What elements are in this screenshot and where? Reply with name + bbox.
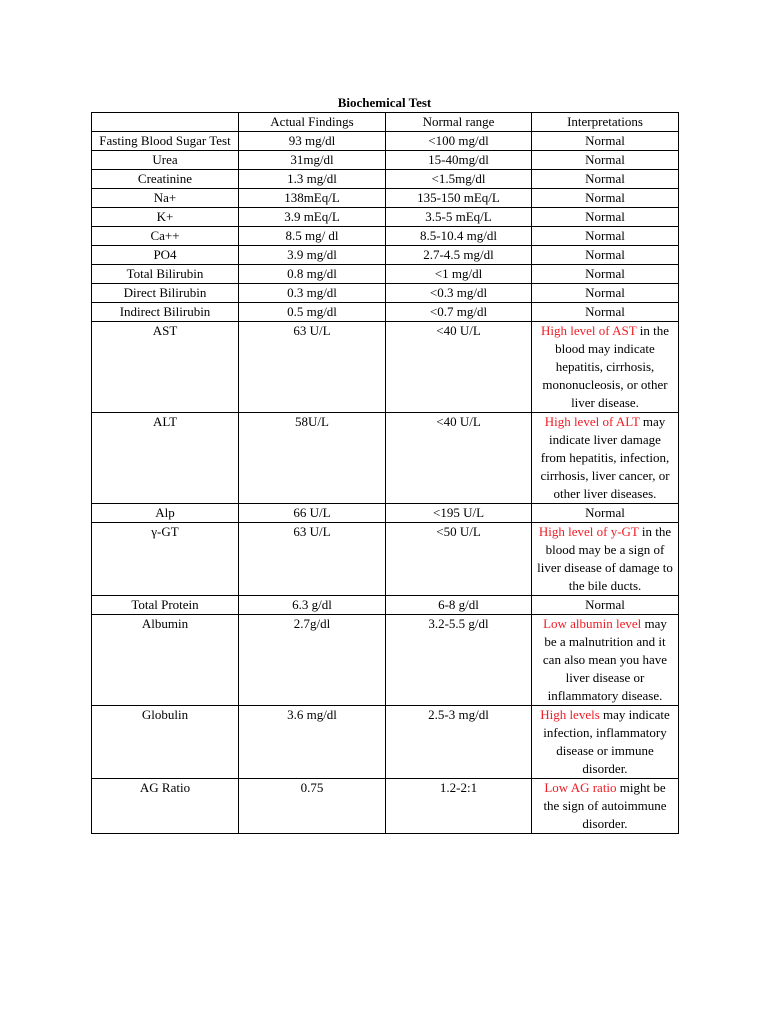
- normal-range-cell: <100 mg/dl: [386, 132, 532, 151]
- interpretation-cell: [532, 265, 679, 284]
- table-row: [92, 504, 679, 523]
- actual-finding-cell: 3.9 mEq/L: [239, 208, 386, 227]
- interpretation-cell: [532, 284, 679, 303]
- header-test: [92, 113, 239, 132]
- interpretation-cell: [532, 779, 679, 834]
- test-name-cell: K+: [92, 208, 239, 227]
- table-header-row: [92, 113, 679, 132]
- actual-finding-cell: 0.5 mg/dl: [239, 303, 386, 322]
- interpretation-text: Normal: [585, 266, 625, 281]
- interpretation-cell: [532, 322, 679, 413]
- normal-range-cell: <50 U/L: [386, 523, 532, 596]
- interpretation-text: Normal: [585, 285, 625, 300]
- actual-finding-cell: 66 U/L: [239, 504, 386, 523]
- table-body: [92, 132, 679, 834]
- test-name-cell: Total Protein: [92, 596, 239, 615]
- interpretation-text: Normal: [585, 228, 625, 243]
- normal-range-cell: <1.5mg/dl: [386, 170, 532, 189]
- interpretation-text: Normal: [585, 133, 625, 148]
- interpretation-highlight: Low AG ratio: [544, 780, 617, 795]
- table-row: [92, 189, 679, 208]
- interpretation-cell: [532, 227, 679, 246]
- table-row: [92, 615, 679, 706]
- test-name-cell: ALT: [92, 413, 239, 504]
- interpretation-highlight: High level of y-GT: [538, 524, 639, 539]
- interpretation-text: Normal: [585, 152, 625, 167]
- table-row: [92, 413, 679, 504]
- table-row: [92, 779, 679, 834]
- interpretation-text: Normal: [585, 505, 625, 520]
- actual-finding-cell: 8.5 mg/ dl: [239, 227, 386, 246]
- actual-finding-cell: 3.9 mg/dl: [239, 246, 386, 265]
- interpretation-cell: [532, 523, 679, 596]
- interpretation-cell: [532, 413, 679, 504]
- normal-range-cell: <40 U/L: [386, 322, 532, 413]
- test-name-cell: AST: [92, 322, 239, 413]
- test-name-cell: Alp: [92, 504, 239, 523]
- actual-finding-cell: 3.6 mg/dl: [239, 706, 386, 779]
- header-normal-range: Normal range: [386, 113, 532, 132]
- actual-finding-cell: 0.8 mg/dl: [239, 265, 386, 284]
- normal-range-cell: <0.7 mg/dl: [386, 303, 532, 322]
- table-row: [92, 706, 679, 779]
- table-row: [92, 246, 679, 265]
- interpretation-text: Normal: [585, 247, 625, 262]
- normal-range-cell: 6-8 g/dl: [386, 596, 532, 615]
- table-row: [92, 523, 679, 596]
- interpretation-highlight: High level of ALT: [544, 414, 640, 429]
- interpretation-cell: [532, 504, 679, 523]
- interpretation-highlight: High level of AST: [541, 323, 637, 338]
- interpretation-cell: [532, 706, 679, 779]
- normal-range-cell: <0.3 mg/dl: [386, 284, 532, 303]
- interpretation-cell: [532, 170, 679, 189]
- table-row: [92, 208, 679, 227]
- normal-range-cell: <1 mg/dl: [386, 265, 532, 284]
- header-actual-findings: Actual Findings: [239, 113, 386, 132]
- normal-range-cell: 3.2-5.5 g/dl: [386, 615, 532, 706]
- normal-range-cell: 135-150 mEq/L: [386, 189, 532, 208]
- table-row: [92, 170, 679, 189]
- test-name-cell: Total Bilirubin: [92, 265, 239, 284]
- actual-finding-cell: 63 U/L: [239, 322, 386, 413]
- actual-finding-cell: 2.7g/dl: [239, 615, 386, 706]
- actual-finding-cell: 0.3 mg/dl: [239, 284, 386, 303]
- actual-finding-cell: 1.3 mg/dl: [239, 170, 386, 189]
- interpretation-text: Normal: [585, 209, 625, 224]
- header-interpretations: Interpretations: [532, 113, 679, 132]
- test-name-cell: Globulin: [92, 706, 239, 779]
- actual-finding-cell: 93 mg/dl: [239, 132, 386, 151]
- normal-range-cell: 1.2-2:1: [386, 779, 532, 834]
- test-name-cell: Na+: [92, 189, 239, 208]
- actual-finding-cell: 63 U/L: [239, 523, 386, 596]
- test-name-cell: Urea: [92, 151, 239, 170]
- interpretation-text: in the blood may indicate hepatitis, cirrhosis, mononucleosis, or other liver disease.: [542, 323, 669, 410]
- table-row: [92, 265, 679, 284]
- test-name-cell: Fasting Blood Sugar Test: [92, 132, 239, 151]
- interpretation-text: Normal: [585, 190, 625, 205]
- actual-finding-cell: 138mEq/L: [239, 189, 386, 208]
- normal-range-cell: <40 U/L: [386, 413, 532, 504]
- test-name-cell: PO4: [92, 246, 239, 265]
- interpretation-text: may indicate liver damage from hepatitis, infection, cirrhosis, liver cancer, or other liver diseases.: [540, 414, 670, 501]
- interpretation-text: Normal: [585, 597, 625, 612]
- test-name-cell: Ca++: [92, 227, 239, 246]
- interpretation-highlight: Low albumin level: [543, 616, 642, 631]
- interpretation-cell: [532, 208, 679, 227]
- test-name-cell: Creatinine: [92, 170, 239, 189]
- actual-finding-cell: 6.3 g/dl: [239, 596, 386, 615]
- interpretation-text: Normal: [585, 304, 625, 319]
- table-row: [92, 596, 679, 615]
- normal-range-cell: 8.5-10.4 mg/dl: [386, 227, 532, 246]
- document-title: Biochemical Test: [337, 95, 432, 110]
- interpretation-highlight: High levels: [540, 707, 600, 722]
- interpretation-text: may be a malnutrition and it can also mean you have liver disease or inflammatory disease.: [542, 616, 668, 703]
- actual-finding-cell: 0.75: [239, 779, 386, 834]
- interpretation-cell: [532, 303, 679, 322]
- document-page: [91, 94, 678, 834]
- normal-range-cell: 15-40mg/dl: [386, 151, 532, 170]
- table-row: [92, 227, 679, 246]
- normal-range-cell: <195 U/L: [386, 504, 532, 523]
- table-row: [92, 151, 679, 170]
- interpretation-cell: [532, 596, 679, 615]
- interpretation-text: Normal: [585, 171, 625, 186]
- actual-finding-cell: 31mg/dl: [239, 151, 386, 170]
- actual-finding-cell: 58U/L: [239, 413, 386, 504]
- interpretation-text: may indicate infection, inflammatory disease or immune disorder.: [543, 707, 670, 776]
- normal-range-cell: 2.5-3 mg/dl: [386, 706, 532, 779]
- interpretation-cell: [532, 189, 679, 208]
- table-row: [92, 322, 679, 413]
- test-name-cell: Indirect Bilirubin: [92, 303, 239, 322]
- biochemical-test-table: [91, 112, 679, 834]
- interpretation-cell: [532, 246, 679, 265]
- normal-range-cell: 3.5-5 mEq/L: [386, 208, 532, 227]
- normal-range-cell: 2.7-4.5 mg/dl: [386, 246, 532, 265]
- interpretation-text: in the blood may be a sign of liver disease of damage to the bile ducts.: [537, 524, 673, 593]
- test-name-cell: Albumin: [92, 615, 239, 706]
- table-row: [92, 284, 679, 303]
- test-name-cell: Direct Bilirubin: [92, 284, 239, 303]
- table-row: [92, 132, 679, 151]
- interpretation-cell: [532, 615, 679, 706]
- interpretation-cell: [532, 132, 679, 151]
- test-name-cell: AG Ratio: [92, 779, 239, 834]
- test-name-cell: γ-GT: [92, 523, 239, 596]
- table-row: [92, 303, 679, 322]
- interpretation-text: might be the sign of autoimmune disorder.: [543, 780, 667, 831]
- interpretation-cell: [532, 151, 679, 170]
